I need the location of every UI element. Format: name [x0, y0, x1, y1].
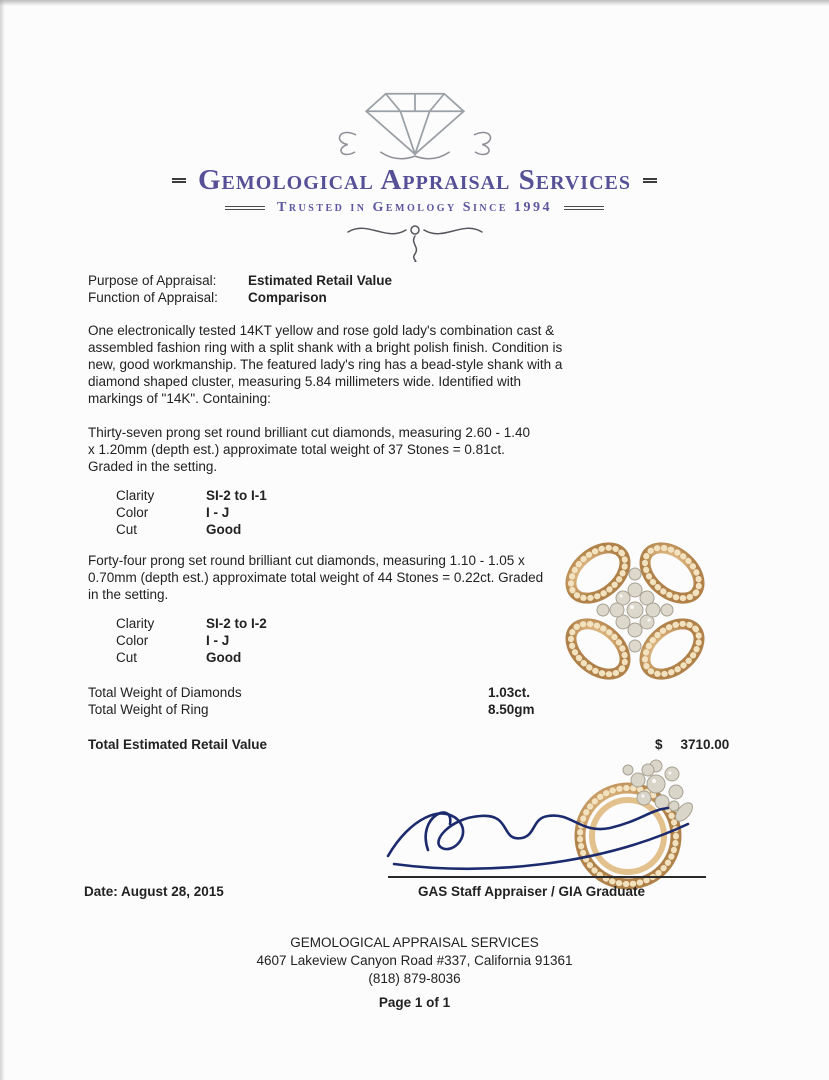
double-rule-right-small [564, 206, 604, 210]
purpose-row [88, 272, 829, 289]
retail-value-row [88, 736, 829, 756]
title-row [0, 164, 829, 197]
color-label: Color [116, 505, 149, 520]
stone-group-1-description: Thirty-seven prong set round brilliant cut diamonds, measuring 2.60 - 1.40 x 1.20mm (depth est.) approximate total weight of 37 Stones = 0.81ct. Graded in the setting. [88, 425, 530, 474]
organization-title: Gemological Appraisal Services [198, 164, 631, 196]
color-label: Color [116, 633, 149, 648]
ring-photo-top [548, 518, 720, 703]
total-diamonds-value: 1.03ct. [488, 685, 531, 700]
retail-value: 3710.00 [680, 737, 730, 752]
double-rule-right [643, 178, 657, 183]
appraisal-body [0, 260, 829, 756]
color-value: I - J [206, 633, 230, 648]
color-value: I - J [206, 505, 230, 520]
clarity-value: SI-2 to I-2 [206, 616, 267, 631]
appraiser-title: GAS Staff Appraiser / GIA Graduate [418, 884, 646, 899]
total-ring-label: Total Weight of Ring [88, 702, 209, 717]
cut-label: Cut [116, 522, 138, 537]
currency-symbol: $ [655, 737, 663, 752]
retail-value-label: Total Estimated Retail Value [88, 737, 268, 752]
footer-org-name: GEMOLOGICAL APPRAISAL SERVICES [290, 935, 539, 950]
signature-line [388, 876, 706, 878]
stone-group-2-description: Forty-four prong set round brilliant cut diamonds, measuring 1.10 - 1.05 x 0.70mm (depth est.) approximate total weight of 44 Stones = 0.22ct. Graded in the setting. [88, 553, 544, 602]
signature-section [0, 796, 829, 918]
total-ring-value: 8.50gm [488, 702, 535, 717]
cut-label: Cut [116, 650, 138, 665]
double-rule-left [172, 178, 186, 183]
logo-container [0, 84, 829, 162]
function-label: Function of Appraisal: [88, 290, 218, 305]
function-value: Comparison [248, 290, 327, 305]
total-diamonds-label: Total Weight of Diamonds [88, 685, 242, 700]
document-header [0, 0, 829, 260]
flourish-container [0, 220, 829, 260]
clarity-value: SI-2 to I-1 [206, 488, 267, 503]
footer-phone: (818) 879-8036 [368, 971, 461, 986]
page-number: Page 1 of 1 [378, 995, 451, 1010]
retail-amount [655, 736, 729, 753]
item-description: One electronically tested 14KT yellow and rose gold lady's combination cast & assembled fashion ring with a split shank with a bright polish finish. Condition is new, good workmanship. The featured lady's ring has a bead-style shank with a diamond shaped cluster, measuring 5.84 millimeters wide. Identified with markings of "14K". Containing: [88, 323, 563, 406]
tagline-row [0, 200, 829, 216]
signature-image [358, 788, 708, 876]
footer-address: 4607 Lakeview Canyon Road #337, California 91361 [256, 953, 573, 968]
tagline: Trusted in Gemology Since 1994 [276, 200, 553, 215]
document-footer [0, 934, 829, 1012]
purpose-value: Estimated Retail Value [248, 273, 393, 288]
clarity-label: Clarity [116, 616, 155, 631]
scan-edge-top [0, 0, 829, 6]
diamond-logo-icon [320, 84, 510, 162]
function-row [88, 289, 829, 306]
flourish-ornament-icon [340, 220, 490, 262]
double-rule-left-small [225, 206, 265, 210]
clarity-label: Clarity [116, 488, 155, 503]
appraisal-date: Date: August 28, 2015 [84, 884, 224, 899]
clarity-row [88, 487, 829, 504]
cut-value: Good [206, 650, 242, 665]
purpose-label: Purpose of Appraisal: [88, 273, 217, 288]
cut-value: Good [206, 522, 242, 537]
total-ring-row [88, 701, 829, 718]
